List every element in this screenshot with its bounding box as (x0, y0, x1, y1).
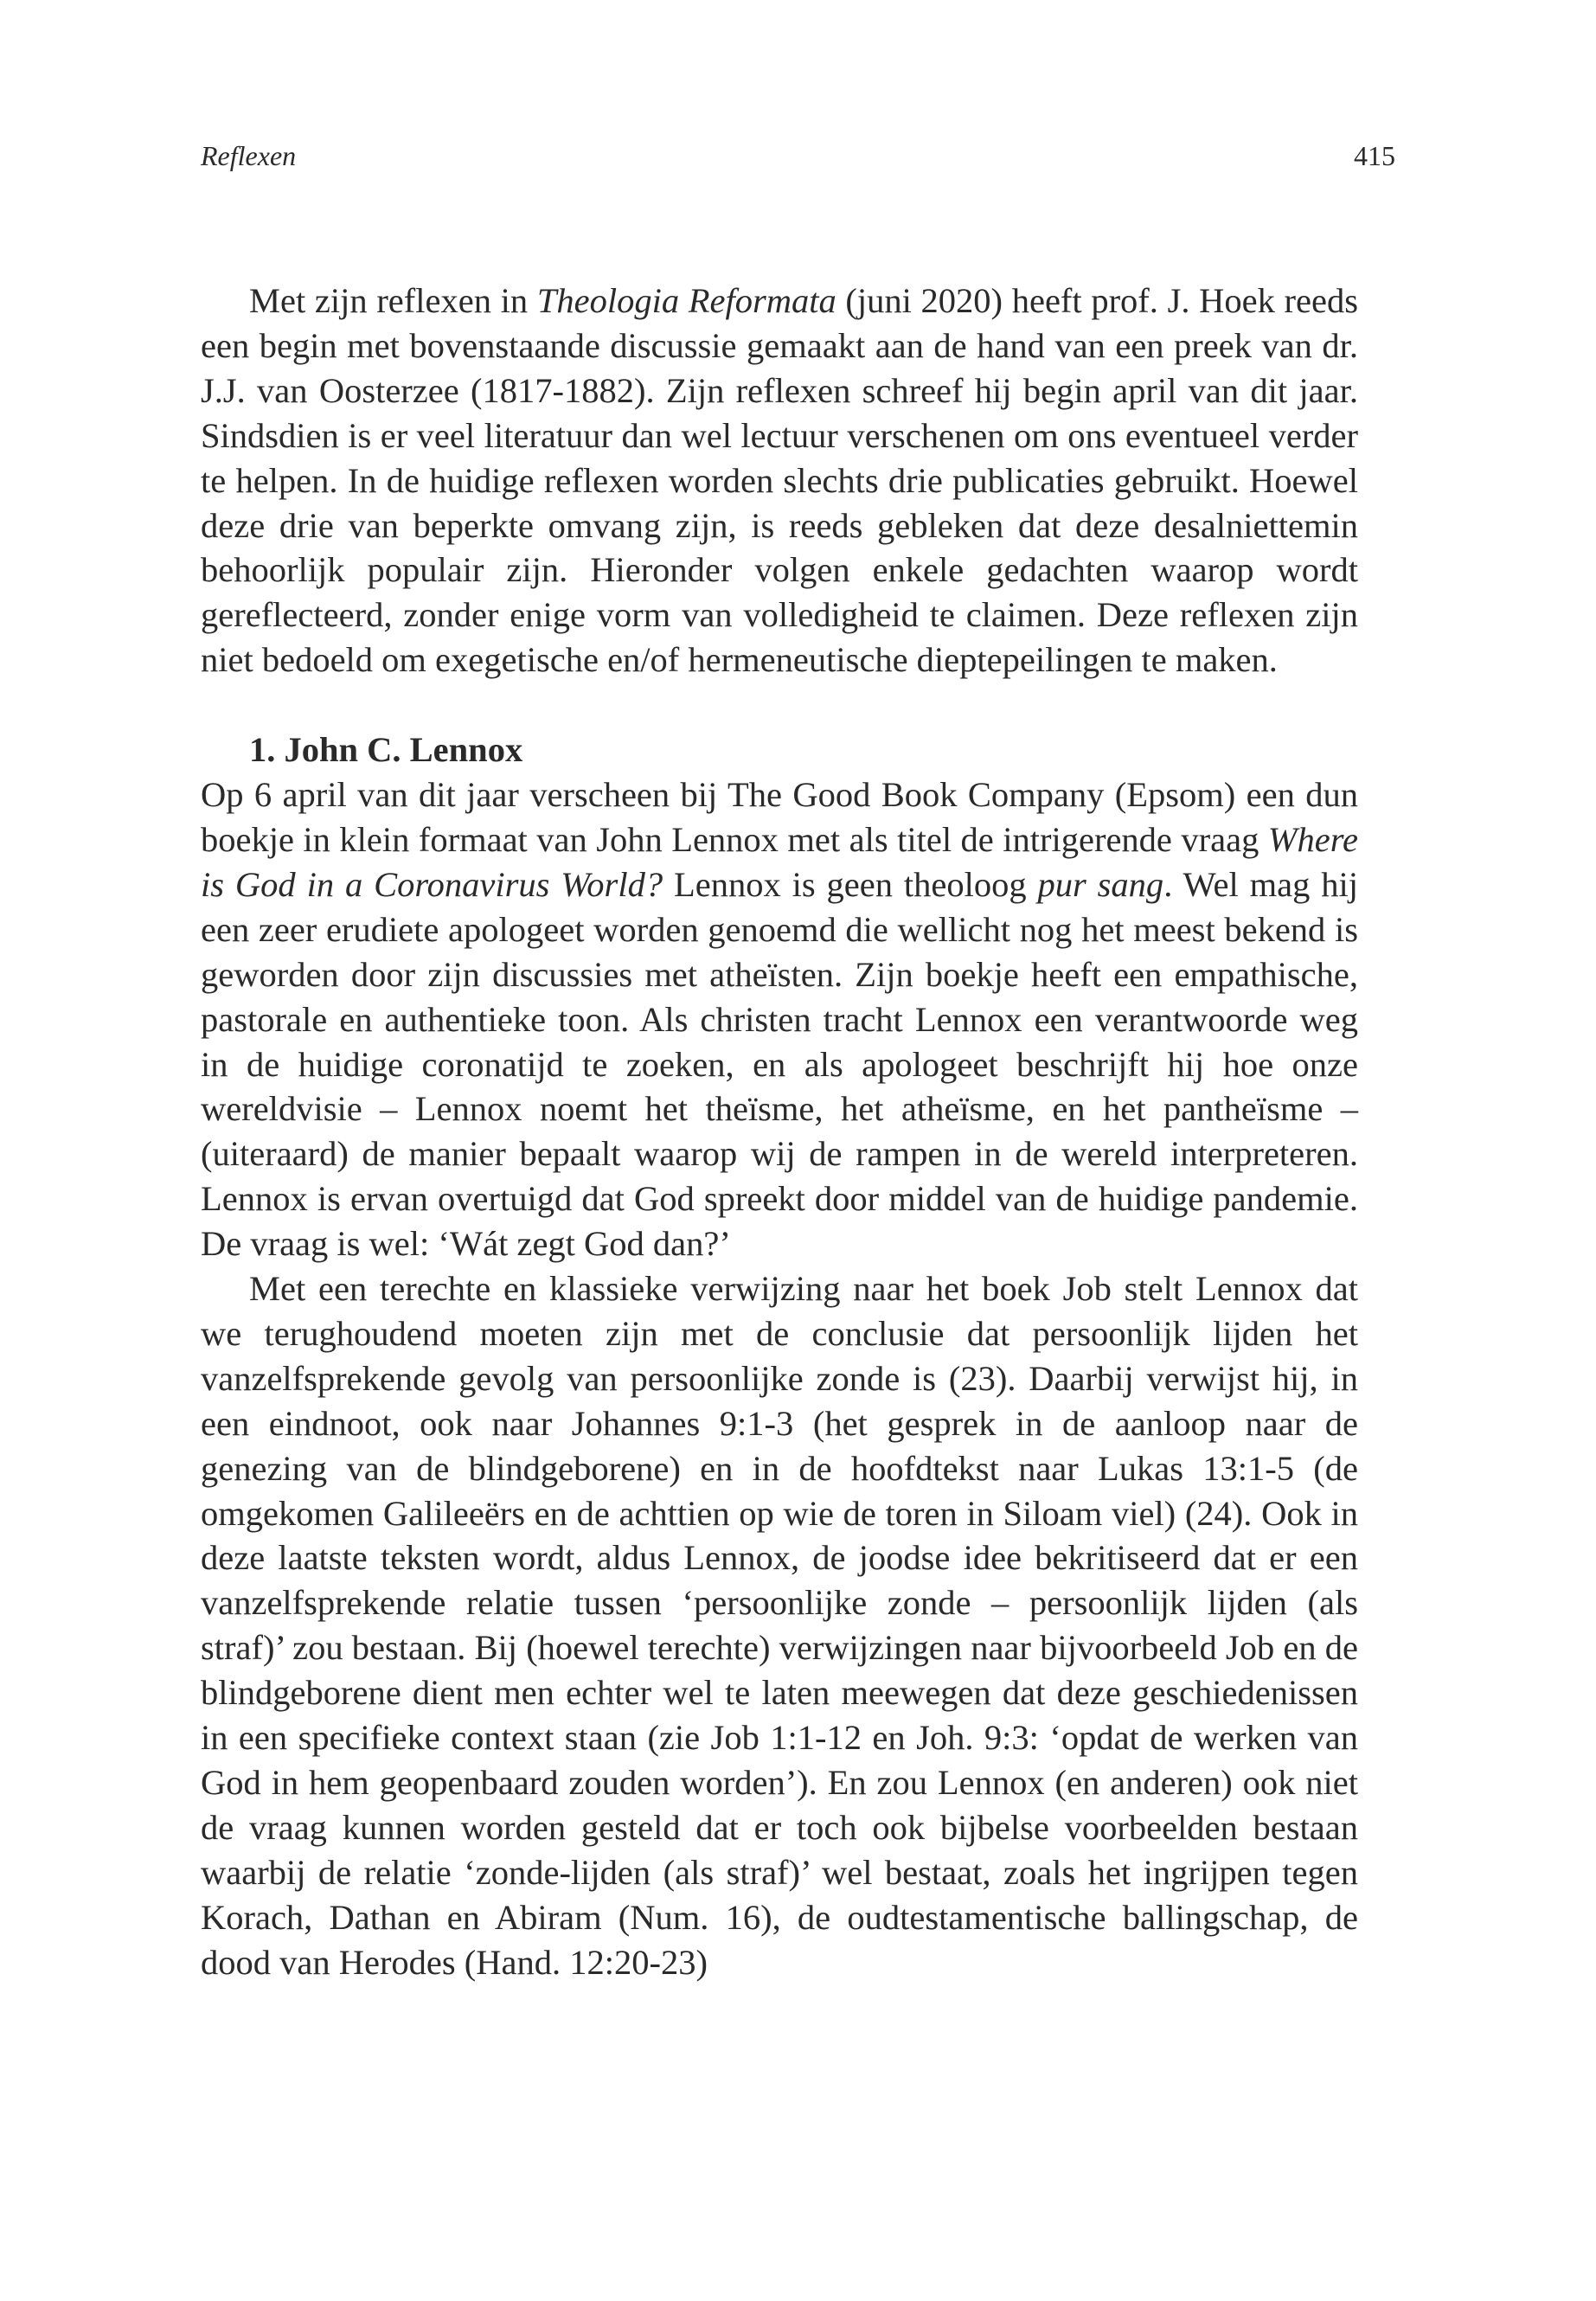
journal-title: Theologia Reformata (536, 281, 836, 320)
paragraph-1-text-3: . Wel mag hij een zeer erudiete apologeet worden genoemd die wellicht nog het meest bekend is geworden door zijn discussies met atheïsten. Zijn boekje heeft een empathische, pastorale en authentieke toon. Als christen tracht Lennox een verantwoorde weg in de huidige coronatijd te zoeken, en als apologeet beschrijft hij hoe onze wereldvisie – Lennox noemt het theïsme, het atheïsme, en het pantheïsme – (uiteraard) de manier bepaalt waarop wij de rampen in de wereld interpreteren. Lennox is ervan overtuigd dat God spreekt door middel van de huidige pandemie. De vraag is wel: ‘Wát zegt God dan?’ (201, 864, 1358, 1264)
page-number: 415 (1354, 140, 1395, 171)
section-heading: 1. John C. Lennox (249, 730, 523, 770)
running-head-title: Reflexen (201, 140, 297, 171)
paragraph-1-text-1: Op 6 april van dit jaar verscheen bij The Good Book Company (Epsom) een dun boekje in klein formaat van John Lennox met als titel de intrigerende vraag (201, 775, 1358, 859)
intro-text-1: Met zijn reflexen in (249, 281, 537, 320)
book-title: Where is God in a Coronavirus World? (201, 819, 1358, 904)
section-paragraph-2: Met een terechte en klassieke verwijzing naar het boek Job stelt Lennox dat we terughoudend moeten zijn met de conclusie dat persoonlijk lijden het vanzelfsprekende gevolg van persoonlijke zonde is (23). Daarbij verwijst hij, in een eindnoot, ook naar Johannes 9:1-3 (het gesprek in de aanloop naar de genezing van de blindgeborene) en in de hoofdtekst naar Lukas 13:1-5 (de omgekomen Galileeërs en de achttien op wie de toren in Siloam viel) (24). Ook in deze laatste teksten wordt, aldus Lennox, de joodse idee bekritiseerd dat er een vanzelfsprekende relatie tussen ‘persoonlijke zonde – persoonlijk lijden (als straf)’ zou bestaan. Bij (hoewel terechte) verwijzingen naar bijvoorbeeld Job en de blindgeborene dient men echter wel te laten meewegen dat deze geschiedenissen in een specifieke context staan (zie Job 1:1-12 en Joh. 9:3: ‘opdat de werken van God in hem geopenbaard zouden worden’). En zou Lennox (en anderen) ook niet de vraag kunnen worden gesteld dat er toch ook bijbelse voorbeelden bestaan waarbij de relatie ‘zonde-lijden (als straf)’ wel bestaat, zoals het ingrijpen tegen Korach, Dathan en Abiram (Num. 16), de oudtestamentische ballingschap, de dood van Herodes (Hand. 12:20-23) (201, 1269, 1358, 1982)
section-paragraph-1 (201, 772, 1358, 1266)
intro-text-2: (juni 2020) heeft prof. J. Hoek reeds een begin met bovenstaande discussie gemaakt aan de hand van een preek van dr. J.J. van Oosterzee (1817-1882). Zijn reflexen schreef hij begin april van dit jaar. Sindsdien is er veel literatuur dan wel lectuur verschenen om ons eventueel verder te helpen. In de huidige reflexen worden slechts drie publicaties gebruikt. Hoewel deze drie van beperkte omvang zijn, is reeds gebleken dat deze desalniettemin behoorlijk populair zijn. Hieronder volgen enkele gedachten waarop wordt gereflecteerd, zonder enige vorm van volledigheid te claimen. Deze reflexen zijn niet bedoeld om exegetische en/of hermeneutische dieptepeilingen te maken. (201, 281, 1358, 680)
intro-paragraph (201, 279, 1358, 683)
paragraph-1-text-2: Lennox is geen theoloog (663, 864, 1038, 904)
body-text (201, 279, 1358, 1985)
running-head (201, 138, 1395, 173)
pur-sang-phrase: pur sang (1037, 864, 1164, 904)
